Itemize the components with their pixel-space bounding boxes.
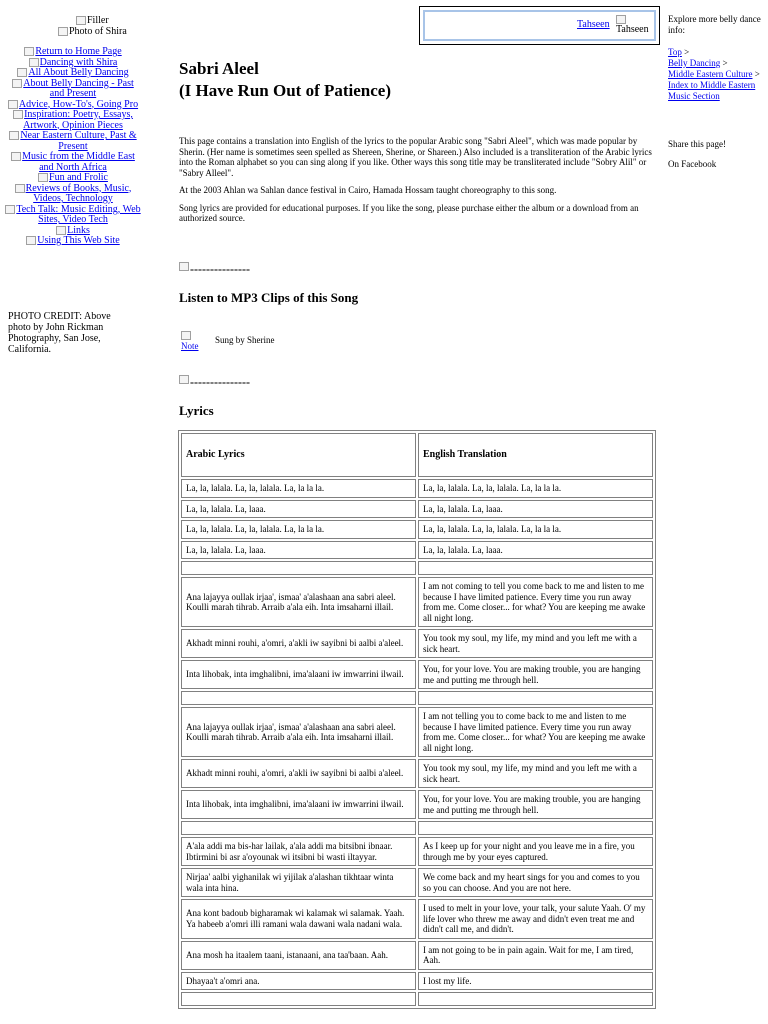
- arabic-lyric-cell: Ana kont badoub bigharamak wi kalamak wi salamak. Yaah. Ya habeeb a'omri illi ramani wala dawani wala nadani wala.: [181, 899, 416, 939]
- nav-image-icon: [11, 152, 21, 161]
- table-row: [181, 759, 653, 788]
- table-row: [181, 899, 653, 939]
- tahseen-banner: [419, 6, 660, 45]
- nav-tech-talk[interactable]: [4, 205, 142, 226]
- filler-alt-text: Filler: [87, 15, 109, 26]
- english-translation-cell: [418, 821, 653, 835]
- sidebar-nav: [4, 47, 142, 247]
- table-row: [181, 479, 653, 498]
- arabic-lyric-cell: [181, 691, 416, 705]
- arabic-lyric-cell: [181, 821, 416, 835]
- note-link-text[interactable]: Note: [181, 341, 199, 351]
- right-sidebar: [668, 14, 764, 102]
- divider-text: ---------------: [190, 262, 250, 276]
- nav-image-icon: [9, 131, 19, 140]
- nav-image-icon: [12, 79, 22, 88]
- table-header-row: [181, 433, 653, 477]
- english-translation-cell: You, for your love. You are making trouble, you are hanging me and putting me through hell.: [418, 790, 653, 819]
- nav-label: Near Eastern Culture, Past & Present: [20, 130, 137, 152]
- broken-image-icon: [76, 16, 86, 25]
- broken-image-icon: [58, 27, 68, 36]
- nav-using-this-site[interactable]: [4, 236, 142, 247]
- arabic-lyric-cell: La, la, lalala. La, laaa.: [181, 541, 416, 560]
- table-row: [181, 837, 653, 866]
- english-translation-cell: [418, 561, 653, 575]
- breadcrumb: Top > Belly Dancing > Middle Eastern Culture > Index to Middle Eastern Music Section: [668, 47, 760, 101]
- table-row: [181, 629, 653, 658]
- arabic-lyric-cell: [181, 992, 416, 1006]
- nav-label: Dancing with Shira: [39, 56, 118, 68]
- english-translation-cell: As I keep up for your night and you leave me in a fire, you through me by your eyes captured.: [418, 837, 653, 866]
- title-line-2: (I Have Run Out of Patience): [179, 81, 392, 100]
- nav-label: Reviews of Books, Music, Videos, Technology: [25, 182, 132, 204]
- arabic-lyric-cell: La, la, lalala. La, la, lalala. La, la la la.: [181, 520, 416, 539]
- nav-label: Music from the Middle East and North Africa: [22, 151, 135, 173]
- english-translation-cell: You took my soul, my life, my mind and you left me with a sick heart.: [418, 759, 653, 788]
- arabic-lyric-cell: La, la, lalala. La, laaa.: [181, 500, 416, 519]
- tahseen-image-alt: Tahseen: [616, 24, 649, 35]
- breadcrumb-music-index[interactable]: Index to Middle Eastern Music Section: [668, 80, 756, 101]
- english-translation-cell: La, la, lalala. La, laaa.: [418, 500, 653, 519]
- intro-paragraph: At the 2003 Ahlan wa Sahlan dance festival in Cairo, Hamada Hossam taught choreography to this song.: [179, 185, 557, 195]
- nav-image-icon: [5, 205, 15, 214]
- english-translation-cell: I used to melt in your love, your talk, your salute Yaah. O' my life lover who threw me away and didn't even treat me and didn't call me, and didn't.: [418, 899, 653, 939]
- nav-image-icon: [38, 173, 48, 182]
- sung-by-label: Sung by Sherine: [215, 335, 275, 345]
- arabic-lyric-cell: [181, 561, 416, 575]
- arabic-lyric-cell: A'ala addi ma bis-har lailak, a'ala addi ma bitsibni ibnaar. Ibtirmini bi asr a'oyounak wi itsibni bi wasti iltayyar.: [181, 837, 416, 866]
- intro-paragraph: This page contains a translation into English of the lyrics to the popular Arabic song "Sabri Aleel", which was made popular by Sherin. (Her name is sometimes seen spelled as Shereen, Sherine, or Shareen.) Also included is a transliteration of the Arabic lyrics into the Roman alphabet so you can sing along if you like. Other ways this song title may be transliterated include "Sobry Alil" or "Sabry Alleel".: [179, 136, 652, 178]
- table-row: [181, 821, 653, 835]
- nav-label: Return to Home Page: [35, 46, 122, 57]
- broken-image-icon: [179, 262, 189, 271]
- english-translation-cell: You, for your love. You are making trouble, you are hanging me and putting me through hell.: [418, 660, 653, 689]
- table-row: [181, 707, 653, 757]
- arabic-lyric-cell: Dhayaa't a'omri ana.: [181, 972, 416, 991]
- nav-inspiration[interactable]: [4, 110, 142, 131]
- english-translation-cell: [418, 691, 653, 705]
- english-translation-cell: You took my soul, my life, my mind and you left me with a sick heart.: [418, 629, 653, 658]
- nav-image-icon: [13, 110, 23, 119]
- mp3-section-heading: Listen to MP3 Clips of this Song: [179, 290, 359, 305]
- arabic-lyric-cell: Ana mosh ha itaalem taani, istanaani, ana taa'baan. Aah.: [181, 941, 416, 970]
- breadcrumb-top[interactable]: Top: [668, 47, 682, 57]
- english-translation-cell: I lost my life.: [418, 972, 653, 991]
- nav-near-eastern-culture[interactable]: [4, 131, 142, 152]
- breadcrumb-belly-dancing[interactable]: Belly Dancing: [668, 58, 721, 68]
- table-row: [181, 972, 653, 991]
- lyrics-table-body: [181, 479, 653, 1006]
- nav-label: About Belly Dancing - Past and Present: [23, 77, 134, 99]
- arabic-lyric-cell: Akhadt minni rouhi, a'omri, a'akli iw sayibni bi aalbi a'aleel.: [181, 759, 416, 788]
- table-row: [181, 941, 653, 970]
- column-header-arabic: Arabic Lyrics: [181, 433, 416, 477]
- nav-label: Links: [67, 224, 90, 236]
- page-title: [179, 58, 659, 102]
- nav-image-icon: [26, 236, 36, 245]
- table-row: [181, 790, 653, 819]
- nav-image-icon: [24, 47, 34, 56]
- arabic-lyric-cell: Inta lihobak, inta imghalibni, ima'alaani iw imwarrini ilwail.: [181, 790, 416, 819]
- table-row: [181, 561, 653, 575]
- arabic-lyric-cell: Nirjaa' aalbi yighanilak wi yijilak a'alashan tikhtaar winta wala inta hina.: [181, 868, 416, 897]
- lyrics-table: [178, 430, 656, 1009]
- nav-music[interactable]: [4, 152, 142, 173]
- nav-image-icon: [17, 68, 27, 77]
- intro-text: [179, 136, 659, 231]
- english-translation-cell: I am not coming to tell you come back to me and listen to me because I have limited patience. Every time you run away from me. Come closer... for what? You are keeping me awake all night long.: [418, 577, 653, 627]
- intro-paragraph: Song lyrics are provided for educational purposes. If you like the song, please purchase either the album or a download from an authorized source.: [179, 202, 639, 223]
- breadcrumb-middle-eastern-culture[interactable]: Middle Eastern Culture: [668, 69, 753, 79]
- english-translation-cell: We come back and my heart sings for you and comes to you so you can choose. And you are not here.: [418, 868, 653, 897]
- nav-image-icon: [15, 184, 25, 193]
- english-translation-cell: La, la, lalala. La, la, lalala. La, la la la.: [418, 520, 653, 539]
- divider-text: ---------------: [190, 375, 250, 389]
- nav-about-belly-dancing[interactable]: [4, 79, 142, 100]
- divider: [179, 262, 250, 277]
- arabic-lyric-cell: La, la, lalala. La, la, lalala. La, la la la.: [181, 479, 416, 498]
- nav-label: Inspiration: Poetry, Essays, Artwork, Opinion Pieces: [23, 109, 133, 131]
- broken-image-icon: [179, 375, 189, 384]
- shira-photo: [58, 27, 127, 38]
- table-row: [181, 691, 653, 705]
- explore-text: Explore more belly dance info:: [668, 14, 761, 35]
- broken-image-icon: [616, 15, 626, 24]
- column-header-english: English Translation: [418, 433, 653, 477]
- filler-image: [76, 16, 109, 27]
- table-row: [181, 541, 653, 560]
- nav-label: Tech Talk: Music Editing, Web Sites, Video Tech: [16, 203, 141, 225]
- english-translation-cell: La, la, lalala. La, la, lalala. La, la la la.: [418, 479, 653, 498]
- arabic-lyric-cell: Akhadt minni rouhi, a'omri, a'akli iw sayibni bi aalbi a'aleel.: [181, 629, 416, 658]
- nav-reviews[interactable]: [4, 184, 142, 205]
- nav-image-icon: [56, 226, 66, 235]
- note-icon: [181, 331, 191, 340]
- tahseen-image[interactable]: [616, 15, 649, 35]
- title-line-1: Sabri Aleel: [179, 59, 259, 78]
- mp3-note-link[interactable]: [181, 331, 199, 351]
- nav-label: All About Belly Dancing: [28, 67, 129, 78]
- divider: [179, 375, 250, 390]
- nav-label: Using This Web Site: [37, 235, 120, 246]
- english-translation-cell: I am not telling you to come back to me and listen to me because I have limited patience. Every time you run away from me. Come closer... for what? You are keeping me awake all night long.: [418, 707, 653, 757]
- english-translation-cell: [418, 992, 653, 1006]
- shira-photo-alt-text: Photo of Shira: [69, 26, 127, 37]
- table-row: [181, 577, 653, 627]
- arabic-lyric-cell: Ana lajayya oullak irjaa', ismaa' a'alashaan ana sabri aleel. Koulli marah tihrab. Arraib a'ala eih. Inta imsaharni illail.: [181, 577, 416, 627]
- share-text: Share this page!: [668, 139, 726, 149]
- nav-image-icon: [8, 100, 18, 109]
- table-row: [181, 992, 653, 1006]
- arabic-lyric-cell: Inta lihobak, inta imghalibni, ima'alaani iw imwarrini ilwail.: [181, 660, 416, 689]
- photo-credit: PHOTO CREDIT: Above photo by John Rickman Photography, San Jose, California.: [8, 311, 111, 355]
- nav-label: Advice, How-To's, Going Pro: [18, 98, 139, 110]
- lyrics-section-heading: Lyrics: [179, 403, 214, 418]
- table-row: [181, 868, 653, 897]
- english-translation-cell: I am not going to be in pain again. Wait for me, I am tired, Aah.: [418, 941, 653, 970]
- table-row: [181, 520, 653, 539]
- arabic-lyric-cell: Ana lajayya oullak irjaa', ismaa' a'alashaan ana sabri aleel. Koulli marah tihrab. Arraib a'ala eih. Inta imsaharni illail.: [181, 707, 416, 757]
- nav-image-icon: [29, 58, 39, 67]
- english-translation-cell: La, la, lalala. La, laaa.: [418, 541, 653, 560]
- table-row: [181, 660, 653, 689]
- table-row: [181, 500, 653, 519]
- nav-label: Fun and Frolic: [49, 172, 108, 183]
- tahseen-link[interactable]: Tahseen: [577, 19, 610, 30]
- facebook-share[interactable]: On Facebook: [668, 159, 717, 169]
